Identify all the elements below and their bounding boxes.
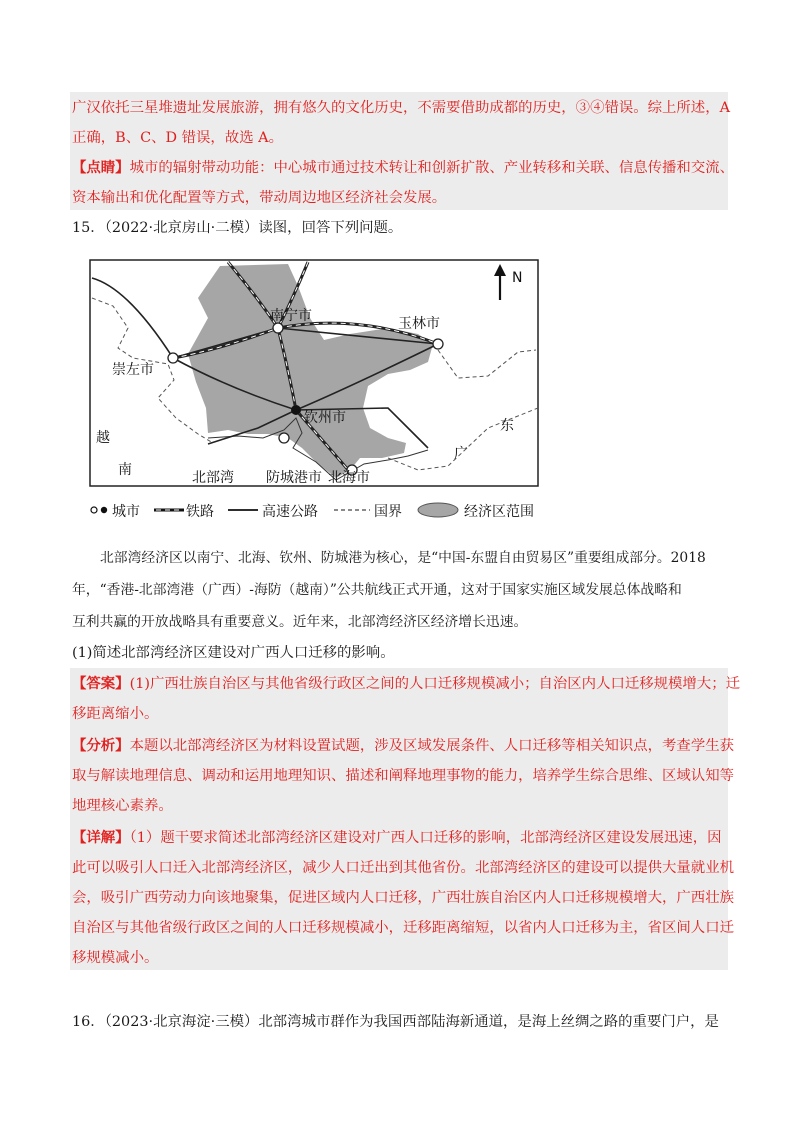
- legend-city-open-icon: [91, 507, 97, 513]
- answer-line: 正确，B、C、D 错误，故选 A。: [72, 130, 283, 146]
- analysis-tag: 【分析】: [72, 737, 130, 754]
- comment-line: 资本输出和优化配置等方式，带动周边地区经济社会发展。: [72, 190, 447, 206]
- detail-line: 移规模减小。: [72, 950, 159, 966]
- legend-railway-label: 铁路: [186, 504, 214, 520]
- beibu-gulf-map: [88, 258, 540, 526]
- label-qinzhou: 钦州市: [304, 410, 346, 426]
- legend-city-label: 城市: [112, 504, 140, 520]
- question-15-header: 15．（2022·北京房山·二模）读图，回答下列问题。: [72, 220, 403, 236]
- answer-line: 广汉依托三星堆遗址发展旅游，拥有悠久的文化历史，不需要借助成都的历史，③④错误。综上所述，A: [72, 100, 730, 116]
- label-nanning: 南宁市: [270, 308, 312, 324]
- question-16-header: 16．（2023·北京海淀·三模）北部湾城市群作为我国西部陆海新通道，是海上丝绸之路的重要门户，是: [72, 1014, 719, 1030]
- label-guang: 广: [454, 446, 468, 462]
- detail-line: 会，吸引广西劳动力向该地聚集，促进区域内人口迁移，广西壮族自治区内人口迁移规模增大，广西壮族: [72, 890, 734, 906]
- passage-line: 年，“香港-北部湾港（广西）-海防（越南）”公共航线正式开通，这对于国家实施区域发展总体战略和: [72, 582, 682, 598]
- analysis-line: [72, 736, 734, 756]
- label-beibu-gulf: 北部湾: [192, 470, 234, 486]
- detail-line: [72, 828, 722, 848]
- label-yulin: 玉林市: [398, 316, 440, 332]
- legend-zone-label: 经济区范围: [464, 504, 534, 520]
- question-text: (1)简述北部湾经济区建设对广西人口迁移的影响。: [72, 645, 395, 661]
- passage-line: 互利共赢的开放战略具有重要意义。近年来，北部湾经济区经济增长迅速。: [72, 614, 528, 630]
- legend-highway-label: 高速公路: [262, 504, 318, 520]
- detail-tag: 【详解】: [72, 829, 130, 846]
- analysis-text: 本题以北部湾经济区为材料设置试题，涉及区域发展条件、人口迁移等相关知识点，考查学生获: [129, 738, 734, 754]
- label-fangchenggang: 防城港市: [266, 470, 322, 486]
- answer-text: (1)广西壮族自治区与其他省级行政区之间的人口迁移规模减小；自治区内人口迁移规模增大；迁: [129, 676, 740, 692]
- analysis-line: 取与解读地理信息、调动和运用地理知识、描述和阐释地理事物的能力，培养学生综合思维、区域认知等: [72, 768, 734, 784]
- comment-line: [72, 158, 734, 178]
- city-fangchenggang: [279, 433, 289, 443]
- answer-line: 移距离缩小。: [72, 706, 159, 722]
- city-chongzuo: [168, 353, 178, 363]
- detail-line: 此可以吸引人口迁入北部湾经济区，减少人口迁出到其他省份。北部湾经济区的建设可以提供大量就业机: [72, 860, 734, 876]
- legend-border-label: 国界: [374, 504, 402, 520]
- answer-tag: 【答案】: [72, 675, 130, 692]
- north-label: N: [512, 270, 523, 286]
- map-legend: [91, 503, 534, 520]
- city-nanning: [273, 323, 283, 333]
- label-yue: 越: [96, 430, 110, 446]
- answer-line: [72, 674, 740, 694]
- label-dong: 东: [500, 418, 514, 434]
- label-nan: 南: [118, 462, 132, 478]
- analysis-line: 地理核心素养。: [72, 798, 173, 814]
- city-qinzhou: [291, 405, 301, 415]
- comment-text: 城市的辐射带动功能：中心城市通过技术转让和创新扩散、产业转移和关联、信息传播和交流、: [129, 160, 734, 176]
- label-chongzuo: 崇左市: [112, 362, 154, 378]
- detail-text: （1）题干要求简述北部湾经济区建设对广西人口迁移的影响，北部湾经济区建设发展迅速，因: [129, 830, 722, 846]
- passage-line: 北部湾经济区以南宁、北海、钦州、防城港为核心，是“中国-东盟自由贸易区”重要组成部分。2018: [100, 550, 706, 566]
- detail-line: 自治区与其他省级行政区之间的人口迁移规模减小，迁移距离缩短，以省内人口迁移为主，省区间人口迁: [72, 920, 734, 936]
- legend-city-filled-icon: [101, 507, 107, 513]
- comment-tag: 【点睛】: [72, 159, 130, 176]
- label-beihai: 北海市: [328, 470, 370, 486]
- legend-zone-icon: [418, 503, 458, 517]
- city-yulin: [433, 339, 443, 349]
